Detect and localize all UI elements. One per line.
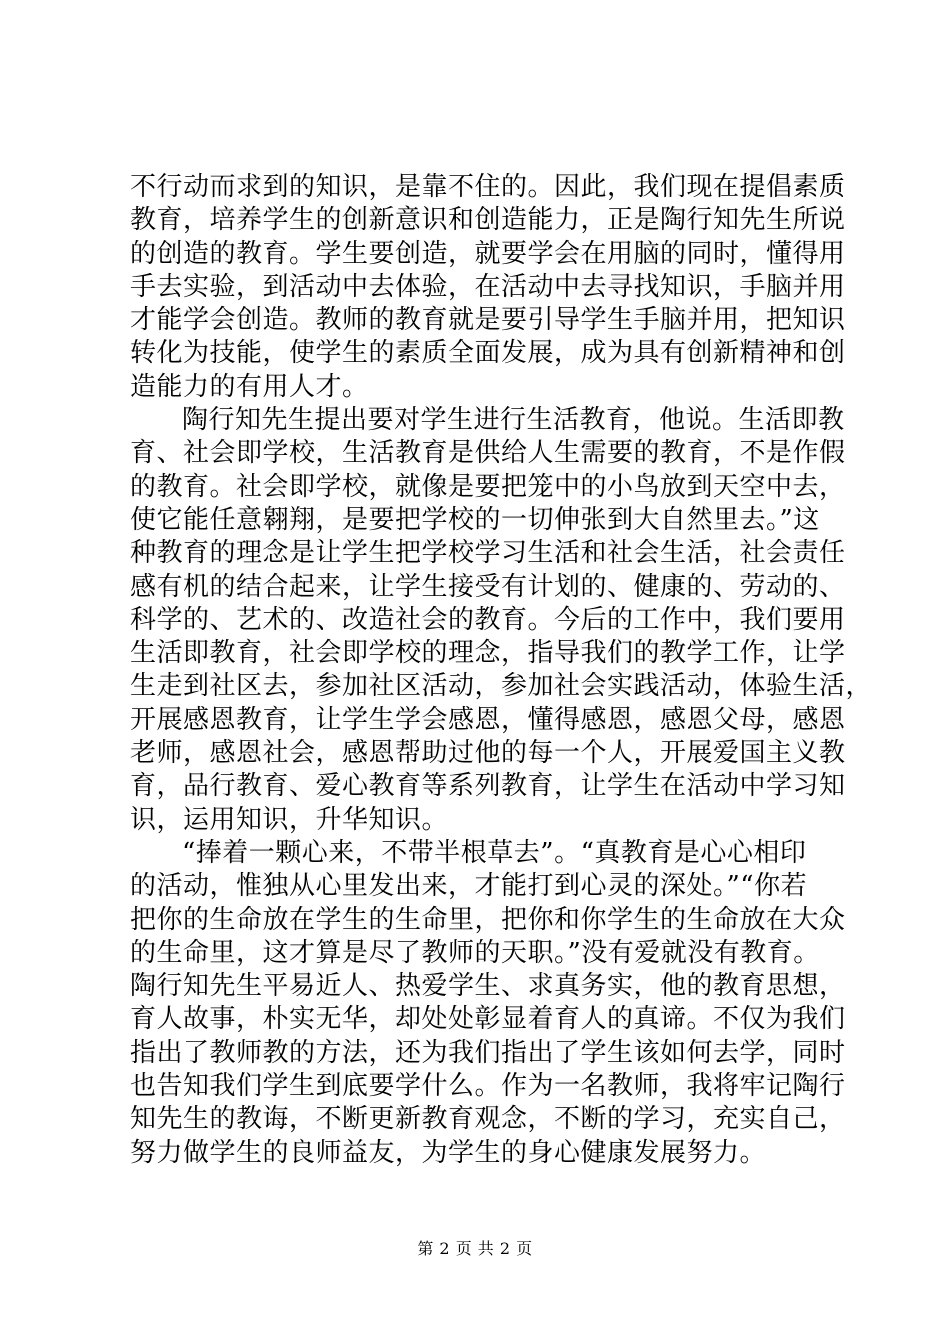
text-line: 科学的、艺术的、改造社会的教育。今后的工作中，我们要用: [130, 604, 846, 635]
text-line: 育，品行教育、爱心教育等系列教育，让学生在活动中学习知: [130, 771, 846, 802]
text-line: 把你的生命放在学生的生命里，把你和你学生的生命放在大众: [130, 904, 846, 935]
text-line: 也告知我们学生到底要学什么。作为一名教师，我将牢记陶行: [130, 1071, 846, 1102]
text-line: 老师，感恩社会，感恩帮助过他的每一个人，开展爱国主义教: [130, 738, 846, 769]
text-line: 不行动而求到的知识，是靠不住的。因此，我们现在提倡素质: [130, 172, 846, 202]
text-line: 的活动，惟独从心里发出来，才能打到心灵的深处。”“你若: [130, 871, 808, 902]
text-line: 知先生的教诲，不断更新教育观念，不断的学习，充实自己，: [130, 1104, 846, 1135]
text-line: 使它能任意翱翔，是要把学校的一切伸张到大自然里去。”这: [130, 504, 820, 535]
text-line: 转化为技能，使学生的素质全面发展，成为具有创新精神和创: [130, 338, 846, 369]
text-line: 的创造的教育。学生要创造，就要学会在用脑的同时，懂得用: [130, 238, 846, 269]
text-line: 开展感恩教育，让学生学会感恩，懂得感恩，感恩父母，感恩: [130, 704, 846, 735]
text-line: “捧着一颗心来，不带半根草去”。“真教育是心心相印: [182, 837, 807, 868]
text-line: 育人故事，朴实无华，却处处彰显着育人的真谛。不仅为我们: [130, 1004, 846, 1035]
text-line: 识，运用知识，升华知识。: [130, 804, 449, 835]
text-line: 感有机的结合起来，让学生接受有计划的、健康的、劳动的、: [130, 571, 846, 602]
text-line: 的教育。社会即学校，就像是要把笼中的小鸟放到天空中去，: [130, 471, 846, 502]
text-line: 陶行知先生提出要对学生进行生活教育，他说。生活即教: [182, 405, 845, 436]
text-line: 造能力的有用人才。: [130, 371, 369, 402]
text-line: 手去实验，到活动中去体验，在活动中去寻找知识，手脑并用: [130, 271, 846, 302]
text-line: 努力做学生的良师益友，为学生的身心健康发展努力。: [130, 1137, 767, 1168]
text-line: 育、社会即学校，生活教育是供给人生需要的教育，不是作假: [130, 438, 846, 469]
body-text: [130, 171, 873, 1170]
text-line: 指出了教师教的方法，还为我们指出了学生该如何去学，同时: [130, 1037, 846, 1068]
text-line: 才能学会创造。教师的教育就是要引导学生手脑并用，把知识: [130, 305, 846, 336]
text-line: 的生命里，这才算是尽了教师的天职。”没有爱就没有教育。: [130, 937, 820, 968]
text-line: 生活即教育，社会即学校的理念，指导我们的教学工作，让学: [130, 638, 846, 669]
text-line: 生走到社区去，参加社区活动，参加社会实践活动，体验生活，: [130, 671, 873, 702]
text-line: 陶行知先生平易近人、热爱学生、求真务实，他的教育思想，: [130, 971, 846, 1002]
page-footer: 第 2 页 共 2 页: [417, 1239, 533, 1258]
text-line: 教育，培养学生的创新意识和创造能力，正是陶行知先生所说: [130, 205, 846, 236]
text-line: 种教育的理念是让学生把学校学习生活和社会生活，社会责任: [130, 538, 846, 569]
